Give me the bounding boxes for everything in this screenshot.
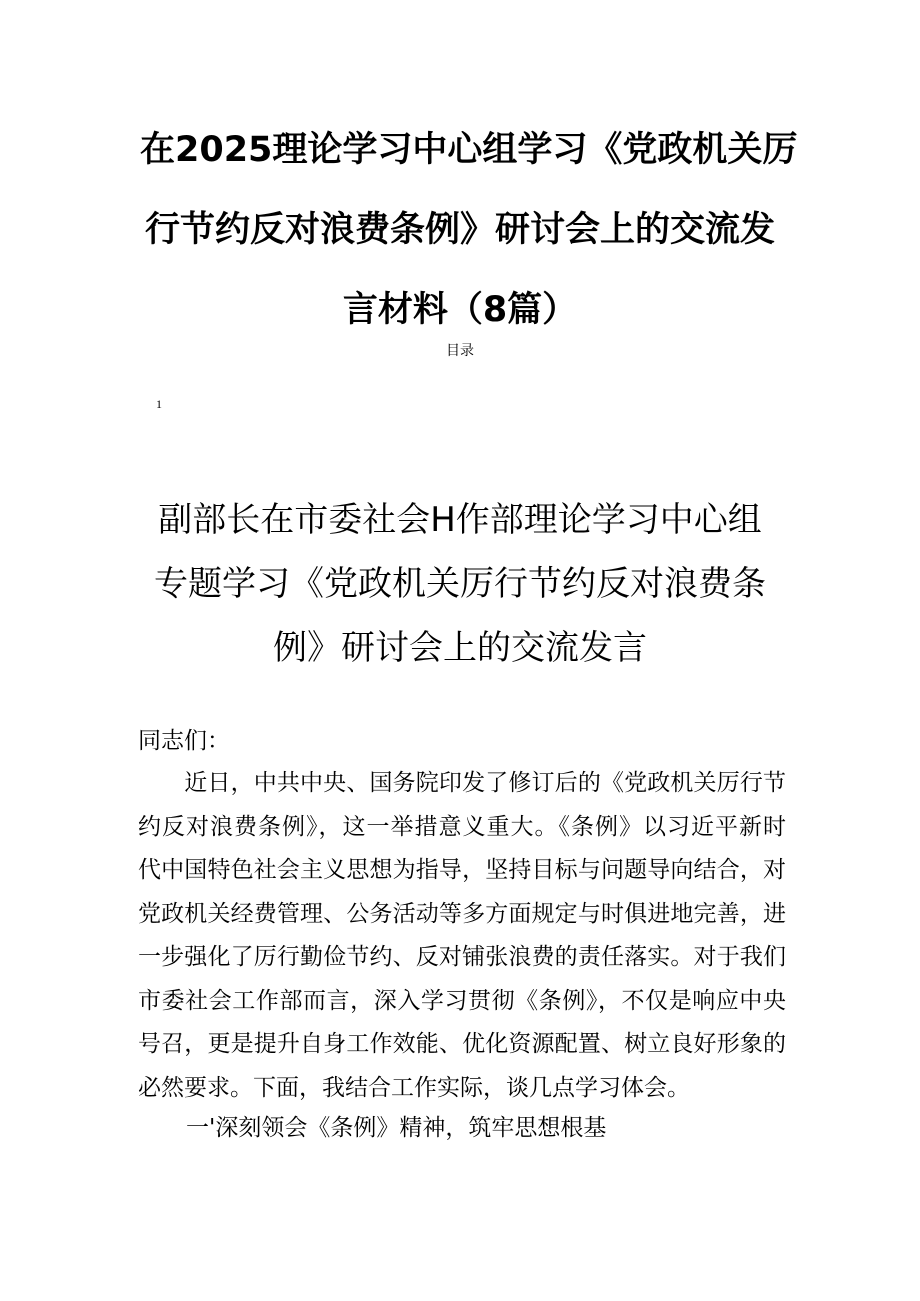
main-title-line: 在2025理论学习中心组学习《党政机关厉 [140, 130, 798, 170]
speech-title [150, 488, 770, 680]
paragraph-line: 号召，更是提升自身工作效能、优化资源配置、树立良好形象的 [138, 1031, 786, 1057]
toc-page-number: 1 [156, 397, 162, 411]
main-title [140, 110, 798, 350]
paragraph-line: 市委社会工作部而言，深入学习贯彻《条例》，不仅是响应中央 [138, 987, 786, 1014]
paragraph-line: 近日，中共中央、国务院印发了修订后的《党政机关厉行节 [138, 770, 786, 796]
salutation: 同志们： [138, 728, 230, 754]
speech-title-line: 副部长在市委社会H作部理论学习中心组 [158, 500, 762, 540]
speech-title-line: 例》研讨会上的交流发言 [273, 628, 647, 668]
paragraph-line: 一步强化了厉行勤俭节约、反对铺张浪费的责任落实。对于我们 [138, 944, 786, 970]
paragraph-line: 必然要求。下面，我结合工作实际，谈几点学习体会。 [138, 1074, 690, 1101]
main-title-line: 言材料（8篇） [342, 290, 578, 330]
speech-title-line: 专题学习《党政机关厉行节约反对浪费条 [154, 564, 766, 604]
toc-label: 目录 [446, 343, 474, 359]
paragraph-line: 代中国特色社会主义思想为指导，坚持目标与问题导向结合，对 [138, 857, 786, 883]
paragraph-line: 党政机关经费管理、公务活动等多方面规定与时俱进地完善，进 [138, 900, 786, 927]
body-paragraph [138, 762, 786, 1110]
section-heading: 一'深刻领会《条例》精神，筑牢思想根基 [186, 1115, 607, 1141]
main-title-line: 行节约反对浪费条例》研讨会上的交流发 [144, 210, 775, 250]
paragraph-line: 约反对浪费条例》，这一举措意义重大。《条例》以习近平新时 [138, 813, 786, 840]
